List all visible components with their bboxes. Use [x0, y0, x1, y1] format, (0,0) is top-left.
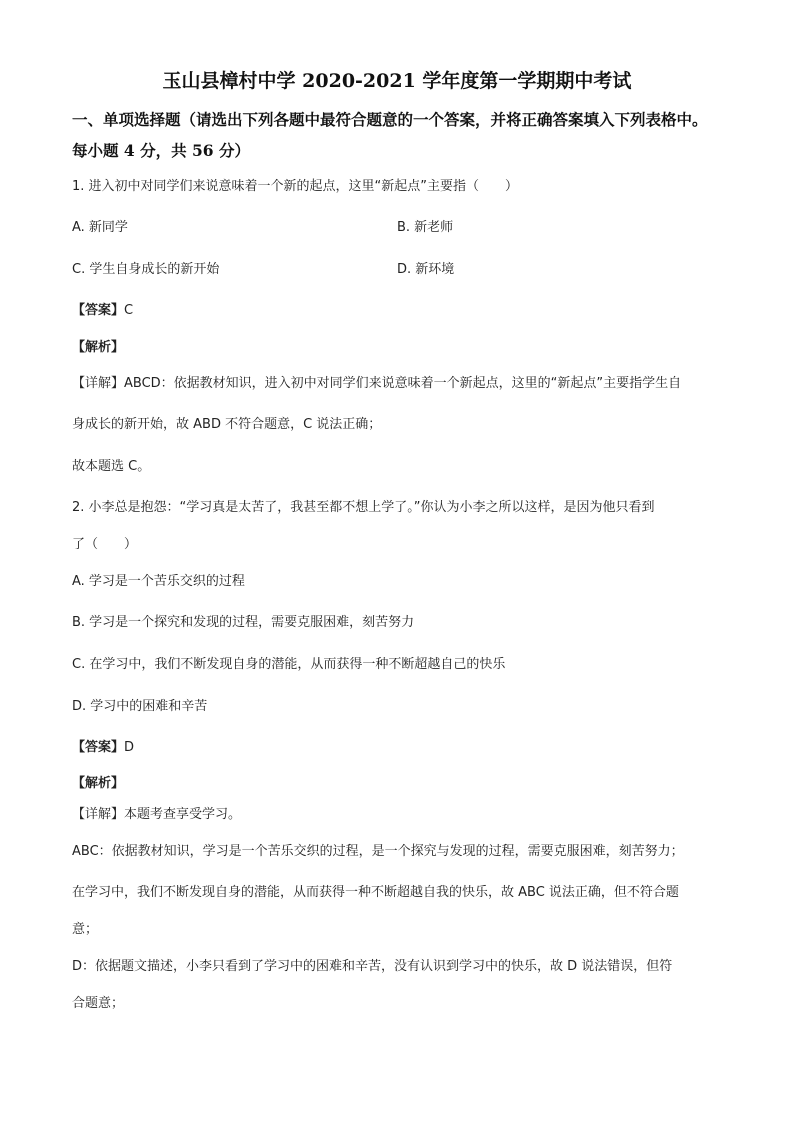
page-title: 玉山县樟村中学 2020-2021 学年度第一学期期中考试 — [162, 70, 632, 92]
question-1-option-c: C. 学生自身成长的新开始 — [72, 262, 220, 277]
question-2-option-a: A. 学习是一个苦乐交织的过程 — [72, 574, 245, 589]
question-1-option-d: D. 新环境 — [397, 262, 455, 277]
answer-value: C — [124, 303, 134, 318]
question-2-option-c: C. 在学习中，我们不断发现自身的潜能，从而获得一种不断超越自己的快乐 — [72, 657, 506, 672]
answer-value: D — [124, 740, 135, 755]
question-1-analysis-tag — [72, 339, 752, 357]
question-2-detail — [72, 806, 752, 824]
question-2-analysis-tag — [72, 775, 752, 793]
analysis-tag: 【解析】 — [72, 340, 125, 355]
answer-tag: 【答案】 — [72, 303, 125, 318]
question-2-stem-line-1: 2. 小李总是抱怨：“学习真是太苦了，我甚至都不想上学了。”你认为小李之所以这样，是因为他只看到 — [72, 500, 655, 515]
question-1-option-b: B. 新老师 — [397, 220, 454, 235]
question-1-conclusion: 故本题选 C。 — [72, 459, 151, 474]
question-2-option-d: D. 学习中的困难和辛苦 — [72, 699, 208, 714]
section-heading: 一、单项选择题（请选出下列各题中最符合题意的一个答案，并将正确答案填入下列表格中。 — [72, 110, 708, 129]
question-2-stem-line-2: 了（ ） — [72, 537, 138, 552]
question-2-answer — [72, 739, 752, 757]
detail-text: ABCD：依据教材知识，进入初中对同学们来说意味着一个新起点，这里的“新起点”主要指学生自 — [124, 376, 682, 391]
question-1-answer — [72, 302, 752, 320]
question-1-detail-line-1 — [72, 375, 752, 393]
analysis-tag: 【解析】 — [72, 776, 125, 791]
section-heading-continued: 每小题 4 分，共 56 分） — [72, 141, 250, 160]
detail-tag: 【详解】 — [72, 807, 125, 822]
question-1-stem: 1. 进入初中对同学们来说意味着一个新的起点，这里“新起点”主要指（ ） — [72, 179, 519, 194]
question-2-abc-line-3: 意； — [72, 922, 99, 937]
question-1-option-a: A. 新同学 — [72, 220, 128, 235]
question-1-detail-line-2: 身成长的新开始，故 ABD 不符合题意，C 说法正确； — [72, 417, 382, 432]
detail-tag: 【详解】 — [72, 376, 125, 391]
answer-tag: 【答案】 — [72, 740, 125, 755]
question-2-option-b: B. 学习是一个探究和发现的过程，需要克服困难，刻苦努力 — [72, 615, 415, 630]
question-2-abc-line-2: 在学习中，我们不断发现自身的潜能，从而获得一种不断超越自我的快乐，故 ABC 说法正确，但不符合题 — [72, 885, 679, 900]
question-2-d-line-2: 合题意； — [72, 996, 125, 1011]
detail-text: 本题考查享受学习。 — [124, 807, 242, 822]
question-2-abc-line-1: ABC：依据教材知识，学习是一个苦乐交织的过程，是一个探究与发现的过程，需要克服困难，刻苦努力； — [72, 844, 684, 859]
question-2-d-line-1: D：依据题文描述，小李只看到了学习中的困难和辛苦，没有认识到学习中的快乐，故 D 说法错误，但符 — [72, 959, 673, 974]
